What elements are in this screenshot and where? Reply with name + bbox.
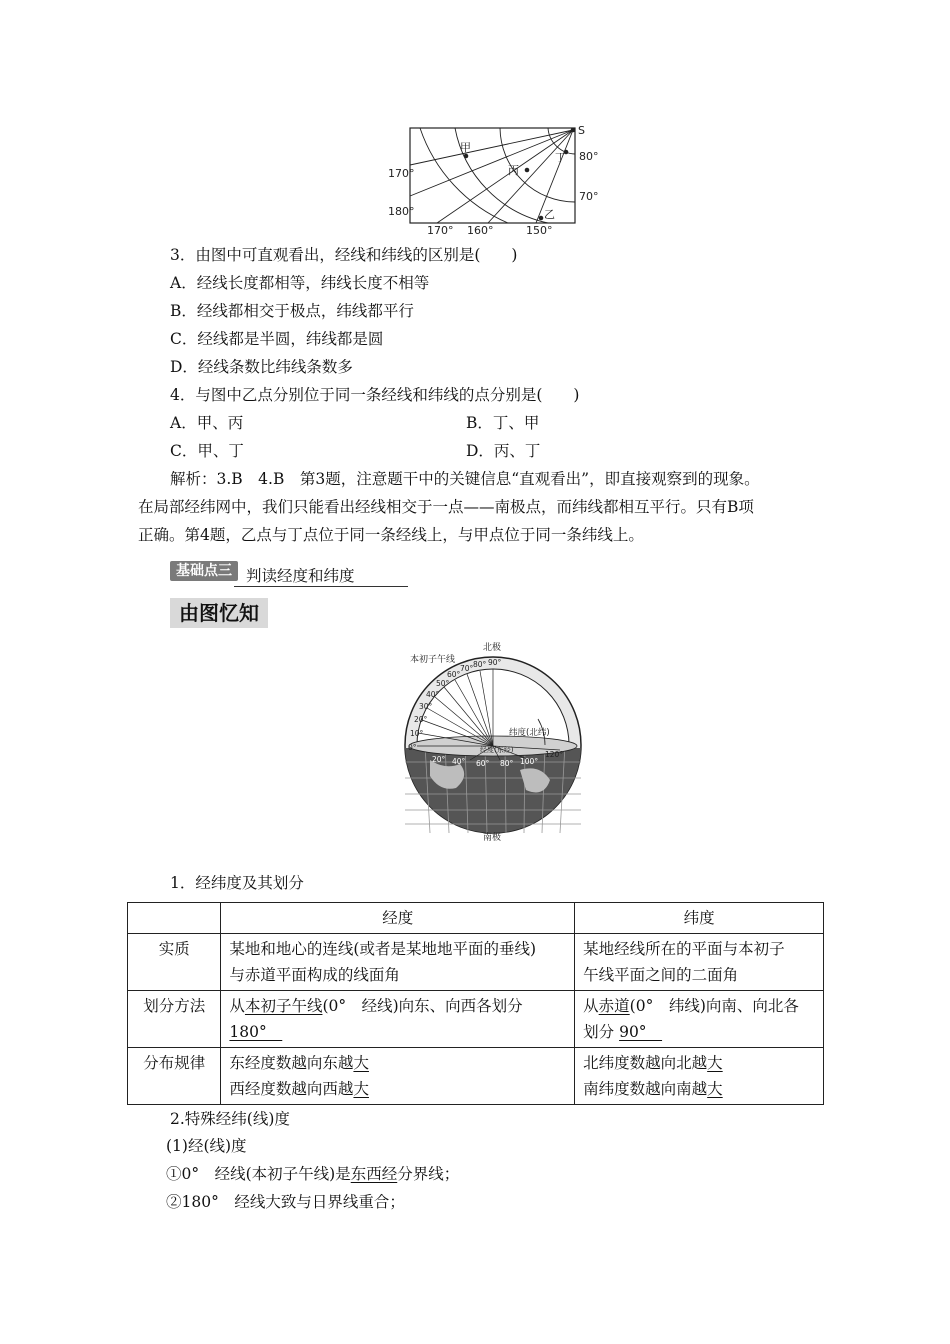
- cell-lon-essence: [221, 934, 575, 991]
- table-row: [128, 1048, 824, 1105]
- point-bing: [525, 168, 530, 173]
- lon-tick: 80°: [500, 759, 514, 768]
- q4-option-a: A．甲、丙: [170, 414, 244, 432]
- deg-150-bottom: 150°: [526, 224, 553, 236]
- underlined-answer: 90°: [619, 1023, 663, 1041]
- lat-tick: 0°: [408, 743, 417, 752]
- text-fragment: 划分: [583, 1023, 620, 1041]
- cell-lon-division: [221, 991, 575, 1048]
- q4-option-d: D．丙、丁: [466, 442, 541, 460]
- deg-170-bottom: 170°: [427, 224, 454, 236]
- cell-text: 与赤道平面构成的线面角: [229, 966, 400, 984]
- analysis-line-3: 正确。第4题，乙点与丁点位于同一条经线上，与甲点位于同一条纬线上。: [138, 526, 644, 544]
- row-label-division: 划分方法: [128, 991, 221, 1048]
- q4-stem: 4．与图中乙点分别位于同一条经线和纬线的点分别是( ): [170, 386, 580, 404]
- lat-tick: 40°: [426, 690, 440, 699]
- lon-tick: 120°: [545, 750, 564, 759]
- cell-lat-distribution: [575, 1048, 824, 1105]
- row-label-essence: 实质: [128, 934, 221, 991]
- cell-text: [583, 1019, 815, 1045]
- cell-text: [229, 1076, 566, 1102]
- table-header-longitude: 经度: [221, 903, 575, 934]
- lat-tick: 50°: [436, 679, 450, 688]
- cell-text: 某地经线所在的平面与本初子: [583, 940, 785, 958]
- deg-180-left: 180°: [388, 205, 415, 218]
- north-pole-label: 北极: [483, 643, 502, 653]
- q4-option-b: B．丁、甲: [466, 414, 540, 432]
- q3-stem: 3．由图中可直观看出，经线和纬线的区别是( ): [170, 246, 518, 264]
- cell-text: [583, 993, 815, 1019]
- deg-80-right: 80°: [579, 150, 599, 163]
- cell-text: [229, 1050, 566, 1076]
- text-fragment: 南纬度数越向南越: [583, 1080, 708, 1098]
- deg-160-bottom: 160°: [467, 224, 494, 236]
- section-tag: 基础点三: [170, 561, 238, 581]
- item-2-1-b: ②180° 经线大致与日界线重合；: [166, 1193, 405, 1211]
- point-yi: [539, 216, 544, 221]
- cell-text: [583, 1050, 815, 1076]
- lat-tick: 10°: [410, 729, 424, 738]
- point-jia: [464, 154, 469, 159]
- graticule-figure: [380, 120, 610, 236]
- lat-tick: 80°: [473, 660, 487, 669]
- table-row: [128, 934, 824, 991]
- lon-tick: 100°: [520, 757, 539, 766]
- text-fragment: (0° 经线)向东、向西各划分: [322, 997, 523, 1015]
- south-pole-label: 南极: [483, 833, 502, 843]
- table-header-row: [128, 903, 824, 934]
- underlined-answer: 大: [707, 1080, 723, 1098]
- underlined-answer: 大: [353, 1054, 369, 1072]
- globe-figure: [398, 638, 588, 844]
- cell-text: [229, 1019, 566, 1045]
- underlined-answer: 东西经: [350, 1165, 398, 1183]
- deg-170-left: 170°: [388, 167, 415, 180]
- lon-tick: 60°: [476, 759, 490, 768]
- item-2-1-heading: (1)经(线)度: [166, 1137, 247, 1155]
- table-header-latitude: 纬度: [575, 903, 824, 934]
- analysis-line-2: 在局部经纬网中，我们只能看出经线相交于一点——南极点，而纬线都相互平行。只有B项: [138, 498, 754, 516]
- underlined-answer: 大: [353, 1080, 369, 1098]
- section-banner: 由图忆知: [170, 598, 268, 628]
- text-fragment: ①0° 经线(本初子午线)是: [166, 1165, 351, 1183]
- text-fragment: 北纬度数越向北越: [583, 1054, 708, 1072]
- latitude-label: 纬度(北纬): [509, 728, 550, 738]
- cell-lon-distribution: [221, 1048, 575, 1105]
- q3-option-c: C．经线都是半圆，纬线都是圆: [170, 330, 384, 348]
- prime-meridian-label: 本初子午线: [410, 655, 456, 665]
- cell-text: [229, 993, 566, 1019]
- item-1-heading: 1．经纬度及其划分: [170, 874, 304, 892]
- table-row: [128, 991, 824, 1048]
- cell-text: 午线平面之间的二面角: [583, 966, 739, 984]
- underlined-answer: 大: [707, 1054, 723, 1072]
- q4-option-c: C．甲、丁: [170, 442, 244, 460]
- cell-lat-essence: [575, 934, 824, 991]
- analysis-line-1: 解析：3.B 4.B 第3题，注意题干中的关键信息“直观看出”，即直接观察到的现象。: [170, 470, 760, 488]
- lat-lon-table: [127, 902, 824, 1105]
- text-fragment: 从: [229, 997, 245, 1015]
- point-s: [571, 128, 576, 133]
- text-fragment: (0° 纬线)向南、向北各: [629, 997, 799, 1015]
- underlined-answer: 本初子午线: [244, 997, 323, 1015]
- row-label-distribution: 分布规律: [128, 1048, 221, 1105]
- section-title: 判读经度和纬度: [234, 566, 408, 587]
- text-fragment: 分界线；: [397, 1165, 460, 1183]
- q3-option-a: A．经线长度都相等，纬线长度不相等: [170, 274, 430, 292]
- text-fragment: 从: [583, 997, 599, 1015]
- item-2-1-a: [166, 1164, 459, 1184]
- item-2-heading: 2.特殊经纬(线)度: [170, 1110, 290, 1128]
- lat-tick: 20°: [414, 715, 428, 724]
- lon-tick: 20°: [432, 755, 446, 764]
- underlined-answer: 180°: [229, 1023, 283, 1041]
- label-ding: 丁: [555, 151, 566, 164]
- lon-tick: 40°: [452, 757, 466, 766]
- table-header-empty: [128, 903, 221, 934]
- label-jia: 甲: [460, 141, 471, 154]
- text-fragment: 东经度数越向东越: [229, 1054, 354, 1072]
- lat-tick: 90°: [488, 658, 502, 667]
- q3-option-b: B．经线都相交于极点，纬线都平行: [170, 302, 414, 320]
- lat-tick: 60°: [447, 670, 461, 679]
- q3-option-d: D．经线条数比纬线条数多: [170, 358, 353, 376]
- cell-lat-division: [575, 991, 824, 1048]
- deg-70-right: 70°: [579, 190, 599, 203]
- lat-tick: 30°: [419, 702, 433, 711]
- label-s: S: [578, 124, 585, 137]
- lat-tick: 70°: [460, 664, 474, 673]
- cell-text: [583, 1076, 815, 1102]
- label-bing: 丙: [508, 164, 519, 177]
- text-fragment: 西经度数越向西越: [229, 1080, 354, 1098]
- underlined-answer: 赤道: [598, 997, 630, 1015]
- label-yi: 乙: [544, 208, 555, 221]
- longitude-label: 经度(东经): [480, 746, 514, 754]
- cell-text: 某地和地心的连线(或者是某地地平面的垂线): [229, 940, 537, 958]
